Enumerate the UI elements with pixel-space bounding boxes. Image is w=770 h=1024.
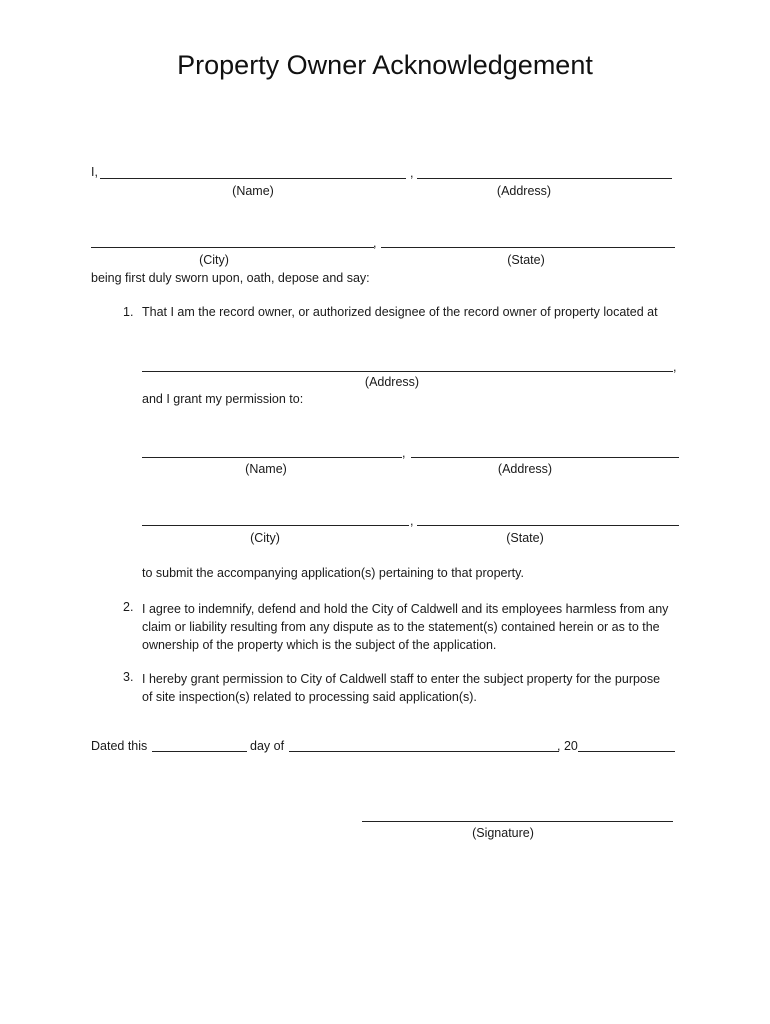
item-3-text [142, 670, 660, 706]
owner-state-field[interactable] [381, 247, 675, 248]
submit-statement: to submit the accompanying application(s) pertaining to that property. [142, 566, 524, 580]
dated-this-label: Dated this [91, 739, 148, 753]
item-3-number: 3. [123, 670, 134, 684]
owner-state-caption: (State) [507, 253, 545, 267]
dated-day-field[interactable] [152, 751, 247, 752]
grantee-city-comma: , [410, 514, 414, 528]
property-address-caption: (Address) [364, 375, 420, 389]
signature-field[interactable] [362, 821, 673, 822]
dated-month-field[interactable] [289, 751, 559, 752]
owner-city-comma: , [373, 236, 377, 250]
property-address-comma: , [673, 360, 677, 374]
grantee-comma: , [402, 446, 406, 460]
grantee-name-field[interactable] [142, 457, 402, 458]
item-1-number: 1. [123, 305, 134, 319]
grantee-city-caption: (City) [250, 531, 280, 545]
owner-city-caption: (City) [199, 253, 229, 267]
item-2-number: 2. [123, 600, 134, 614]
owner-prefix: I, [91, 165, 98, 179]
sworn-statement: being first duly sworn upon, oath, depose and say: [91, 271, 370, 285]
grantee-address-field[interactable] [411, 457, 679, 458]
item-1-text: That I am the record owner, or authorized designee of the record owner of property located at [142, 305, 658, 319]
year-prefix-label: , 20 [557, 739, 578, 753]
item-3-line: I hereby grant permission to City of Caldwell staff to enter the subject property for the purpose [142, 672, 661, 686]
item-2-text [142, 600, 668, 654]
grantee-address-caption: (Address) [497, 462, 553, 476]
owner-name-field[interactable] [100, 178, 406, 179]
owner-city-field[interactable] [91, 247, 374, 248]
owner-comma: , [410, 166, 414, 180]
owner-name-caption: (Name) [232, 184, 274, 198]
day-of-label: day of [250, 739, 285, 753]
dated-year-field[interactable] [578, 751, 675, 752]
item-2-line: ownership of the property which is the subject of the application. [142, 638, 497, 652]
document-title: Property Owner Acknowledgement [177, 50, 593, 80]
grantee-city-field[interactable] [142, 525, 409, 526]
item-2-line: I agree to indemnify, defend and hold the City of Caldwell and its employees harmless from any [142, 602, 669, 616]
property-address-field[interactable] [142, 371, 673, 372]
signature-caption: (Signature) [472, 826, 534, 840]
grant-permission-text: and I grant my permission to: [142, 392, 304, 406]
grantee-state-caption: (State) [506, 531, 544, 545]
owner-address-field[interactable] [417, 178, 672, 179]
item-2-line: claim or liability resulting from any dispute as to the statement(s) contained herein or as to the [142, 620, 660, 634]
item-3-line: of site inspection(s) related to processing said application(s). [142, 690, 477, 704]
owner-address-caption: (Address) [496, 184, 552, 198]
grantee-state-field[interactable] [417, 525, 679, 526]
grantee-name-caption: (Name) [245, 462, 287, 476]
